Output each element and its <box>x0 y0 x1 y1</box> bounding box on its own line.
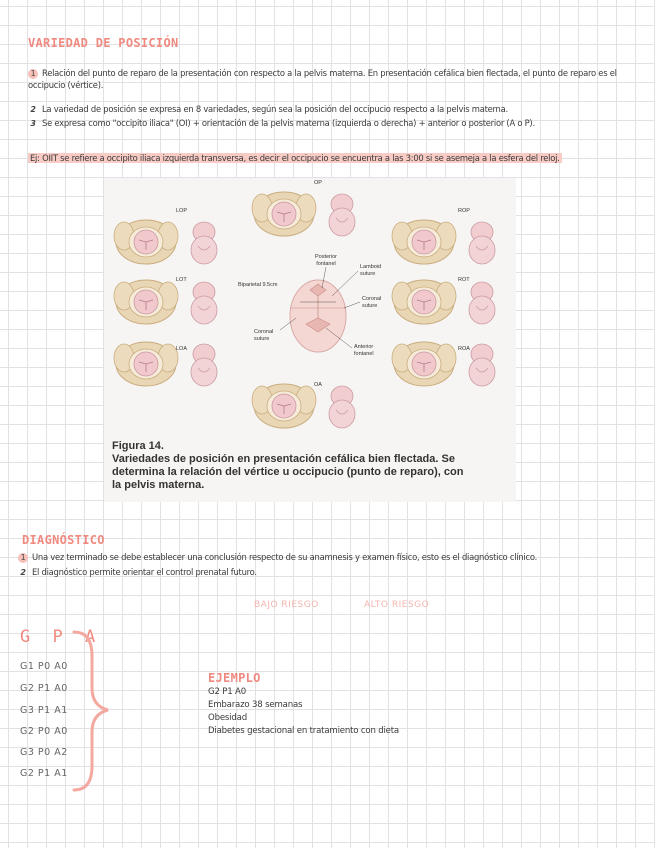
pelvis-oa-image <box>252 384 316 428</box>
pelvis-op-image <box>252 192 316 236</box>
label-lot: LOT <box>176 277 187 283</box>
list-number: 3 <box>30 118 36 128</box>
fetus-rot-image <box>469 282 495 324</box>
fetus-lot-image <box>191 282 217 324</box>
label-posterior-fontanel-2: fontanel <box>316 261 336 267</box>
list-number: 2 <box>30 104 36 114</box>
gpa-title: G P A <box>20 627 102 647</box>
label-biparietal: Biparietal 9.5cm <box>238 282 278 288</box>
list-item-text: Relación del punto de reparo de la presentación con respecto a la pelvis materna. En presentación cefálica bien flectada, el punto de reparo es el occipucio (vértice). <box>28 68 617 90</box>
gpa-item: G3 P0 A2 <box>20 747 68 758</box>
list-number: 1 <box>28 69 38 79</box>
label-rop: ROP <box>458 208 470 214</box>
fetus-loa-image <box>191 344 217 386</box>
gpa-item: G2 P1 A0 <box>20 683 68 694</box>
label-posterior-fontanel: Posterior <box>314 254 338 260</box>
list-item <box>28 67 638 91</box>
list-item <box>18 566 638 578</box>
gpa-item: G2 P0 A0 <box>20 726 68 737</box>
low-risk-label: BAJO RIESGO <box>254 600 319 610</box>
label-roa: ROA <box>458 346 470 352</box>
section-title-diagnostico: DIAGNÓSTICO <box>22 533 105 547</box>
high-risk-label: ALTO RIESGO <box>364 600 430 610</box>
list-item-text: El diagnóstico permite orientar el control prenatal futuro. <box>32 567 257 577</box>
pelvis-loa-image <box>114 342 178 386</box>
label-anterior-fontanel: Anterior <box>354 344 374 350</box>
ejemplo-line: G2 P1 A0 <box>208 687 246 697</box>
example-highlight: Ej: OIIT se refiere a occipito iliaca izquierda transversa, es decir el occipucio se encuentra a las 3:00 si se asemeja a la esfera del reloj. <box>30 153 560 163</box>
label-loa: LOA <box>176 346 188 352</box>
gpa-item: G2 P1 A1 <box>20 768 68 779</box>
fetus-lop-image <box>191 222 217 264</box>
label-coronal-left: Coronal <box>254 329 274 335</box>
label-op: OP <box>314 180 322 186</box>
gpa-item: G3 P1 A1 <box>20 705 68 716</box>
pelvis-rop-image <box>392 220 456 264</box>
label-oa: OA <box>314 382 322 388</box>
pelvis-lop-image <box>114 220 178 264</box>
list-number: 2 <box>20 567 26 577</box>
figure-caption-title: Figura 14. <box>112 440 164 452</box>
fetus-rop-image <box>469 222 495 264</box>
figure-caption-line: determina la relación del vértice u occipucio (punto de reparo), con <box>112 466 464 478</box>
list-number: 1 <box>18 553 28 563</box>
ejemplo-title: EJEMPLO <box>208 671 261 685</box>
list-item <box>18 551 638 563</box>
fetus-oa-image <box>329 386 355 428</box>
pelvis-roa-image <box>392 342 456 386</box>
list-item-text: La variedad de posición se expresa en 8 variedades, según sea la posición del occipucio respecto a la pelvis materna. <box>42 104 508 114</box>
list-item-text: Una vez terminado se debe establecer una conclusión respecto de su anamnesis y examen físico, esto es el diagnóstico clínico. <box>32 552 537 562</box>
figure-caption-line: Variedades de posición en presentación cefálica bien flectada. Se <box>112 453 455 465</box>
pelvis-lot-image <box>114 280 178 324</box>
figure-positions <box>104 178 516 502</box>
ejemplo-line: Obesidad <box>208 713 247 723</box>
label-lamboid-2: suture <box>360 271 376 277</box>
ejemplo-line: Diabetes gestacional en tratamiento con dieta <box>208 726 399 736</box>
label-rot: ROT <box>458 277 470 283</box>
curly-brace-icon <box>68 626 114 798</box>
figure-caption <box>112 440 463 492</box>
label-coronal-right-2: suture <box>362 303 378 309</box>
ejemplo-block <box>208 686 399 738</box>
gpa-item: G1 P0 A0 <box>20 661 68 672</box>
label-lop: LOP <box>176 208 188 214</box>
fetus-op-image <box>329 194 355 236</box>
label-anterior-fontanel-2: fontanel <box>354 351 374 357</box>
list-item <box>28 103 638 115</box>
figure-caption-line: la pelvis materna. <box>112 479 205 491</box>
list-item <box>28 117 638 129</box>
fetus-roa-image <box>469 344 495 386</box>
section-title-variedad: VARIEDAD DE POSICIÓN <box>28 36 179 50</box>
label-coronal-left-2: suture <box>254 336 270 342</box>
pelvis-rot-image <box>392 280 456 324</box>
label-lamboid: Lamboid <box>360 264 382 270</box>
list-item-text: Se expresa como "occipito iliaca" (OI) + orientación de la pelvis materna (izquierda o derecha) + anterior o posterior (A o P). <box>42 118 535 128</box>
example-note <box>28 152 638 164</box>
figure-illustration <box>104 178 516 440</box>
label-coronal-right: Coronal <box>362 296 382 302</box>
ejemplo-line: Embarazo 38 semanas <box>208 700 303 710</box>
